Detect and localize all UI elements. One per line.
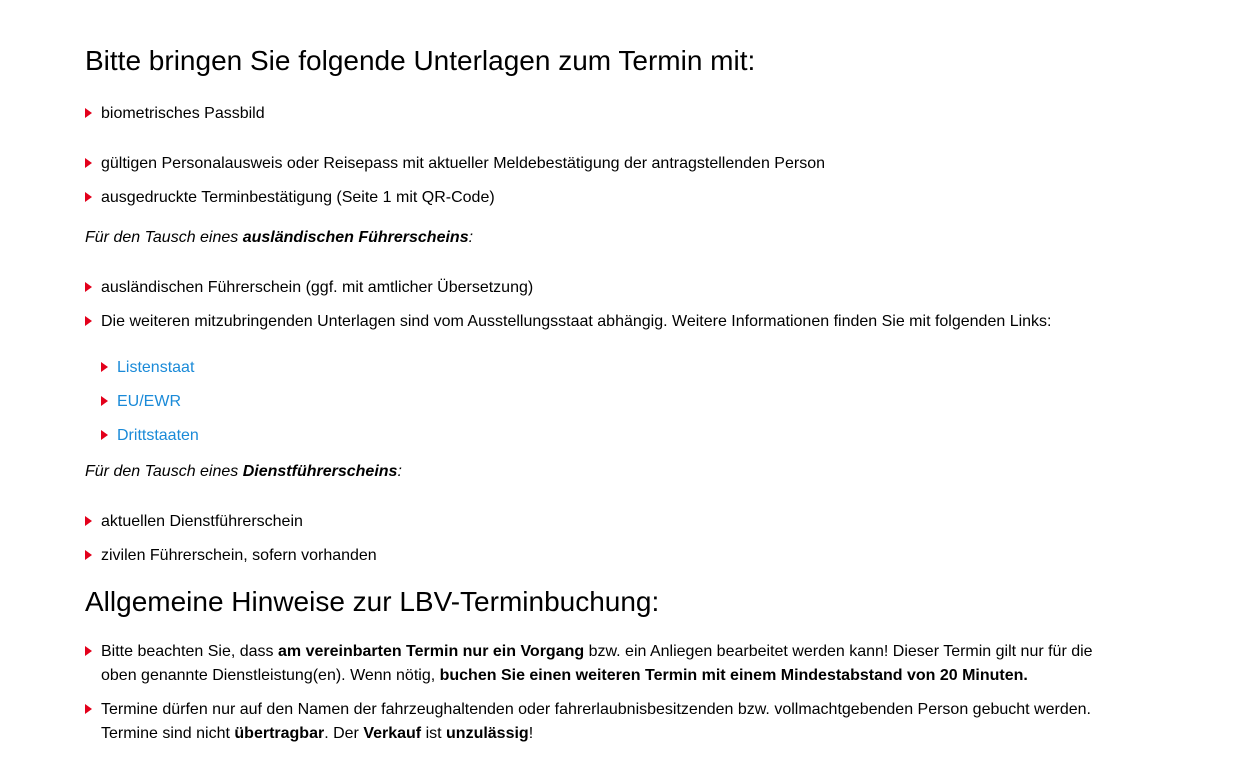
list-item-text: biometrisches Passbild	[101, 105, 265, 122]
note-text: Bitte beachten Sie, dass	[101, 643, 278, 660]
link-eu-ewr[interactable]: EU/EWR	[117, 393, 181, 410]
booking-note-name-rule	[101, 698, 1111, 746]
bullet-icon	[101, 396, 108, 406]
list-item-text: ausgedruckte Terminbestätigung (Seite 1 mit QR-Code)	[101, 189, 495, 206]
note-emphasis: am vereinbarten Termin nur ein Vorgang	[278, 643, 585, 660]
booking-notes-heading: Allgemeine Hinweise zur LBV-Terminbuchung:	[85, 586, 660, 617]
documents-heading: Bitte bringen Sie folgende Unterlagen zum Termin mit:	[85, 45, 756, 76]
list-item-text: zivilen Führerschein, sofern vorhanden	[101, 547, 377, 564]
intro-colon: :	[468, 229, 474, 246]
bullet-icon	[85, 704, 92, 714]
note-text: bzw. ein Anliegen bearbeitet werden kann! Dieser Termin gilt nur für die oben genannte Dienstleistung(en). Wenn nötig,	[101, 643, 1093, 684]
intro-emphasis: Dienstführerscheins	[242, 463, 398, 480]
foreign-license-intro	[85, 226, 473, 250]
link-listenstaat[interactable]: Listenstaat	[117, 359, 195, 376]
list-item-text: aktuellen Dienstführerschein	[101, 513, 303, 530]
note-emphasis: buchen Sie einen weiteren Termin mit einem Mindestabstand von 20 Minuten.	[439, 667, 1028, 684]
bullet-icon	[85, 158, 92, 168]
note-emphasis: unzulässig	[446, 725, 529, 742]
list-item-text: Die weiteren mitzubringenden Unterlagen sind vom Ausstellungsstaat abhängig. Weitere Informationen finden Sie mit folgenden Links:	[101, 313, 1052, 330]
note-text: !	[528, 725, 534, 742]
bullet-icon	[85, 192, 92, 202]
link-drittstaaten[interactable]: Drittstaaten	[117, 427, 199, 444]
note-emphasis: Verkauf	[363, 725, 422, 742]
bullet-icon	[101, 362, 108, 372]
list-item-text: ausländischen Führerschein (ggf. mit amtlicher Übersetzung)	[101, 279, 534, 296]
note-emphasis: übertragbar	[234, 725, 325, 742]
intro-colon: :	[397, 463, 402, 480]
booking-note-one-vorgang	[101, 640, 1111, 688]
bullet-icon	[85, 282, 92, 292]
intro-text: Für den Tausch eines	[85, 463, 243, 480]
bullet-icon	[85, 316, 92, 326]
bullet-icon	[85, 646, 92, 656]
note-text: ist	[421, 725, 447, 742]
bullet-icon	[85, 516, 92, 526]
intro-text: Für den Tausch eines	[85, 229, 243, 246]
note-text: . Der	[324, 725, 364, 742]
bullet-icon	[101, 430, 108, 440]
list-item-text: gültigen Personalausweis oder Reisepass mit aktueller Meldebestätigung der antragstellenden Person	[101, 155, 825, 172]
bullet-icon	[85, 108, 92, 118]
note-text: Termine dürfen nur auf den Namen der fahrzeughaltenden oder fahrerlaubnisbesitzenden bzw. vollmachtgebenden Person gebucht werden. Termine sind nicht	[101, 701, 1091, 742]
bullet-icon	[85, 550, 92, 560]
intro-emphasis: ausländischen Führerscheins	[242, 229, 469, 246]
service-license-intro	[85, 460, 402, 484]
